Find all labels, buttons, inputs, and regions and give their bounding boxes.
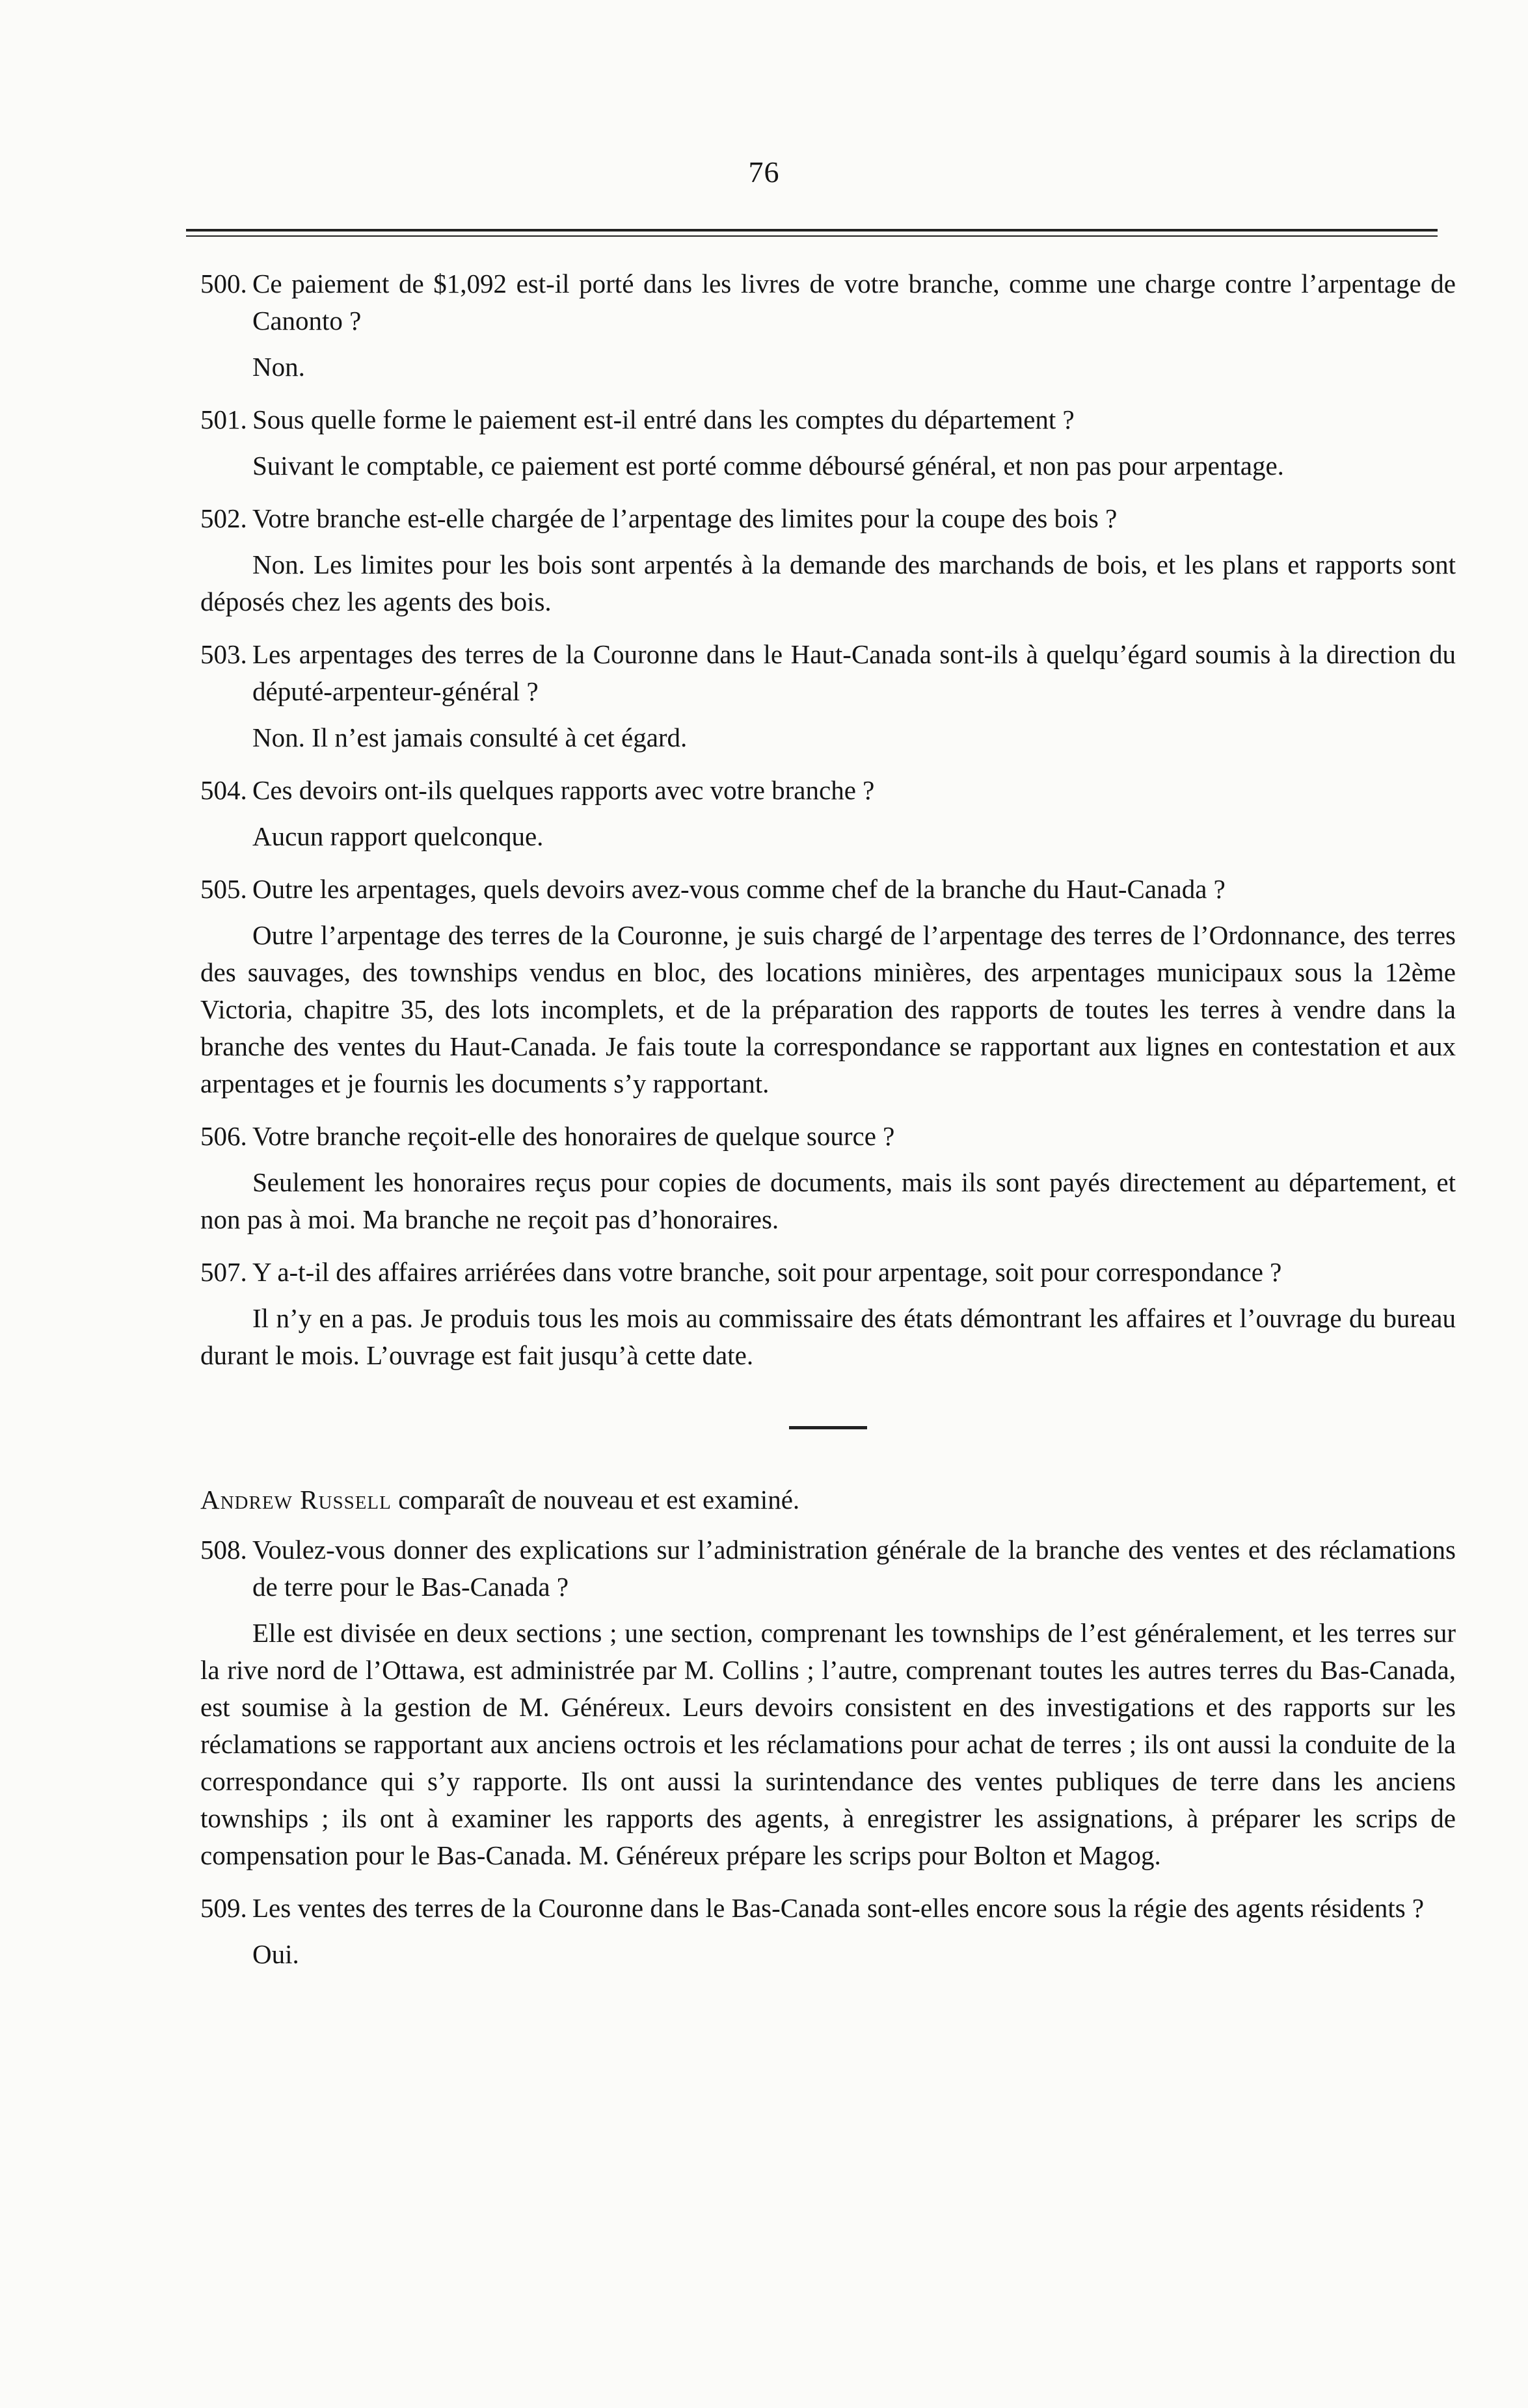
question [200, 636, 1456, 710]
question-text: Outre les arpentages, quels devoirs avez-vous comme chef de la branche du Haut-Canada ? [252, 874, 1226, 904]
question-text: Votre branche reçoit-elle des honoraires de quelque source ? [252, 1121, 895, 1151]
question-number: 500. [200, 269, 247, 298]
question-number: 502. [200, 503, 247, 533]
qa-entry [200, 772, 1456, 855]
question [200, 1118, 1456, 1155]
qa-entry [200, 500, 1456, 620]
question [200, 500, 1456, 537]
answer: Non. Il n’est jamais consulté à cet égard. [252, 722, 688, 752]
witness-intro-text: comparaît de nouveau et est examiné. [391, 1485, 800, 1515]
answer: Oui. [252, 1939, 299, 1969]
witness-intro [200, 1481, 1456, 1518]
question-text: Ce paiement de $1,092 est-il porté dans les livres de votre branche, comme une charge contre l’arpentage de Canonto ? [252, 269, 1456, 336]
question-text: Votre branche est-elle chargée de l’arpentage des limites pour la coupe des bois ? [252, 503, 1118, 533]
question-number: 505. [200, 874, 247, 904]
question-number: 508. [200, 1535, 247, 1565]
qa-entry [200, 1118, 1456, 1238]
question [200, 401, 1456, 438]
document-body [200, 265, 1456, 1989]
answer: Seulement les honoraires reçus pour copies de documents, mais ils sont payés directement au département, et non pas à moi. Ma branche ne reçoit pas d’honoraires. [200, 1167, 1456, 1234]
question-number: 504. [200, 775, 247, 805]
answer: Aucun rapport quelconque. [252, 821, 544, 851]
examination-part-2 [200, 1531, 1456, 1973]
question [200, 772, 1456, 809]
qa-entry [200, 1254, 1456, 1374]
answer: Outre l’arpentage des terres de la Couronne, je suis chargé de l’arpentage des terres de l’Ordonnance, des terres des sauvages, des townships vendus en bloc, des locations minières, des arpentages municipaux sous la 12ème Victoria, chapitre 35, des lots incomplets, et de la préparation des rapports de toutes les terres à vendre dans la branche des ventes du Haut-Canada. Je fais toute la correspondance se rapportant aux lignes en contestation et aux arpentages et je fournis les documents s’y rapportant. [200, 920, 1456, 1098]
qa-entry [200, 1531, 1456, 1874]
question-text: Les arpentages des terres de la Couronne dans le Haut-Canada sont-ils à quelqu’égard soumis à la direction du député-arpenteur-général ? [252, 639, 1456, 706]
question-number: 507. [200, 1257, 247, 1287]
question-text: Sous quelle forme le paiement est-il entré dans les comptes du département ? [252, 404, 1075, 434]
witness-name: Andrew Russell [200, 1485, 392, 1515]
answer: Il n’y en a pas. Je produis tous les mois au commissaire des états démontrant les affaires et l’ouvrage du bureau durant le mois. L’ouvrage est fait jusqu’à cette date. [200, 1303, 1456, 1370]
answer: Non. Les limites pour les bois sont arpentés à la demande des marchands de bois, et les plans et rapports sont déposés chez les agents des bois. [200, 549, 1456, 616]
question-number: 506. [200, 1121, 247, 1151]
section-separator [789, 1426, 867, 1429]
qa-entry [200, 1890, 1456, 1973]
header-rule-thick [186, 229, 1438, 232]
qa-entry [200, 401, 1456, 484]
qa-entry [200, 265, 1456, 386]
question [200, 1890, 1456, 1927]
header-rule-thin [186, 235, 1438, 237]
question-number: 501. [200, 404, 247, 434]
question-number: 503. [200, 639, 247, 669]
question [200, 1254, 1456, 1291]
answer: Suivant le comptable, ce paiement est porté comme déboursé général, et non pas pour arpentage. [252, 451, 1284, 481]
qa-entry [200, 636, 1456, 756]
question-text: Y a-t-il des affaires arriérées dans votre branche, soit pour arpentage, soit pour correspondance ? [252, 1257, 1282, 1287]
question [200, 871, 1456, 908]
page-number: 76 [748, 155, 780, 189]
question-text: Voulez-vous donner des explications sur l’administration générale de la branche des ventes et des réclamations de terre pour le Bas-Canada ? [252, 1535, 1456, 1602]
question-number: 509. [200, 1893, 247, 1923]
question [200, 265, 1456, 339]
answer: Non. [252, 352, 305, 382]
examination-part-1 [200, 265, 1456, 1374]
answer: Elle est divisée en deux sections ; une section, comprenant les townships de l’est généralement, et les terres sur la rive nord de l’Ottawa, est administrée par M. Collins ; l’autre, comprenant toutes les autres terres du Bas-Canada, est soumise à la gestion de M. Généreux. Leurs devoirs consistent en des investigations et des rapports sur les réclamations se rapportant aux anciens octrois et les réclamations pour achat de terres ; ils ont aussi la conduite de la correspondance qui s’y rapporte. Ils ont aussi la surintendance des ventes publiques de terre dans les anciens townships ; ils ont à examiner les rapports des agents, à enregistrer les assignations, à préparer les scrips de compensation pour le Bas-Canada. M. Généreux prépare les scrips pour Bolton et Magog. [200, 1618, 1456, 1870]
qa-entry [200, 871, 1456, 1102]
question-text: Les ventes des terres de la Couronne dans le Bas-Canada sont-elles encore sous la régie des agents résidents ? [252, 1893, 1425, 1923]
question-text: Ces devoirs ont-ils quelques rapports avec votre branche ? [252, 775, 875, 805]
question [200, 1531, 1456, 1606]
